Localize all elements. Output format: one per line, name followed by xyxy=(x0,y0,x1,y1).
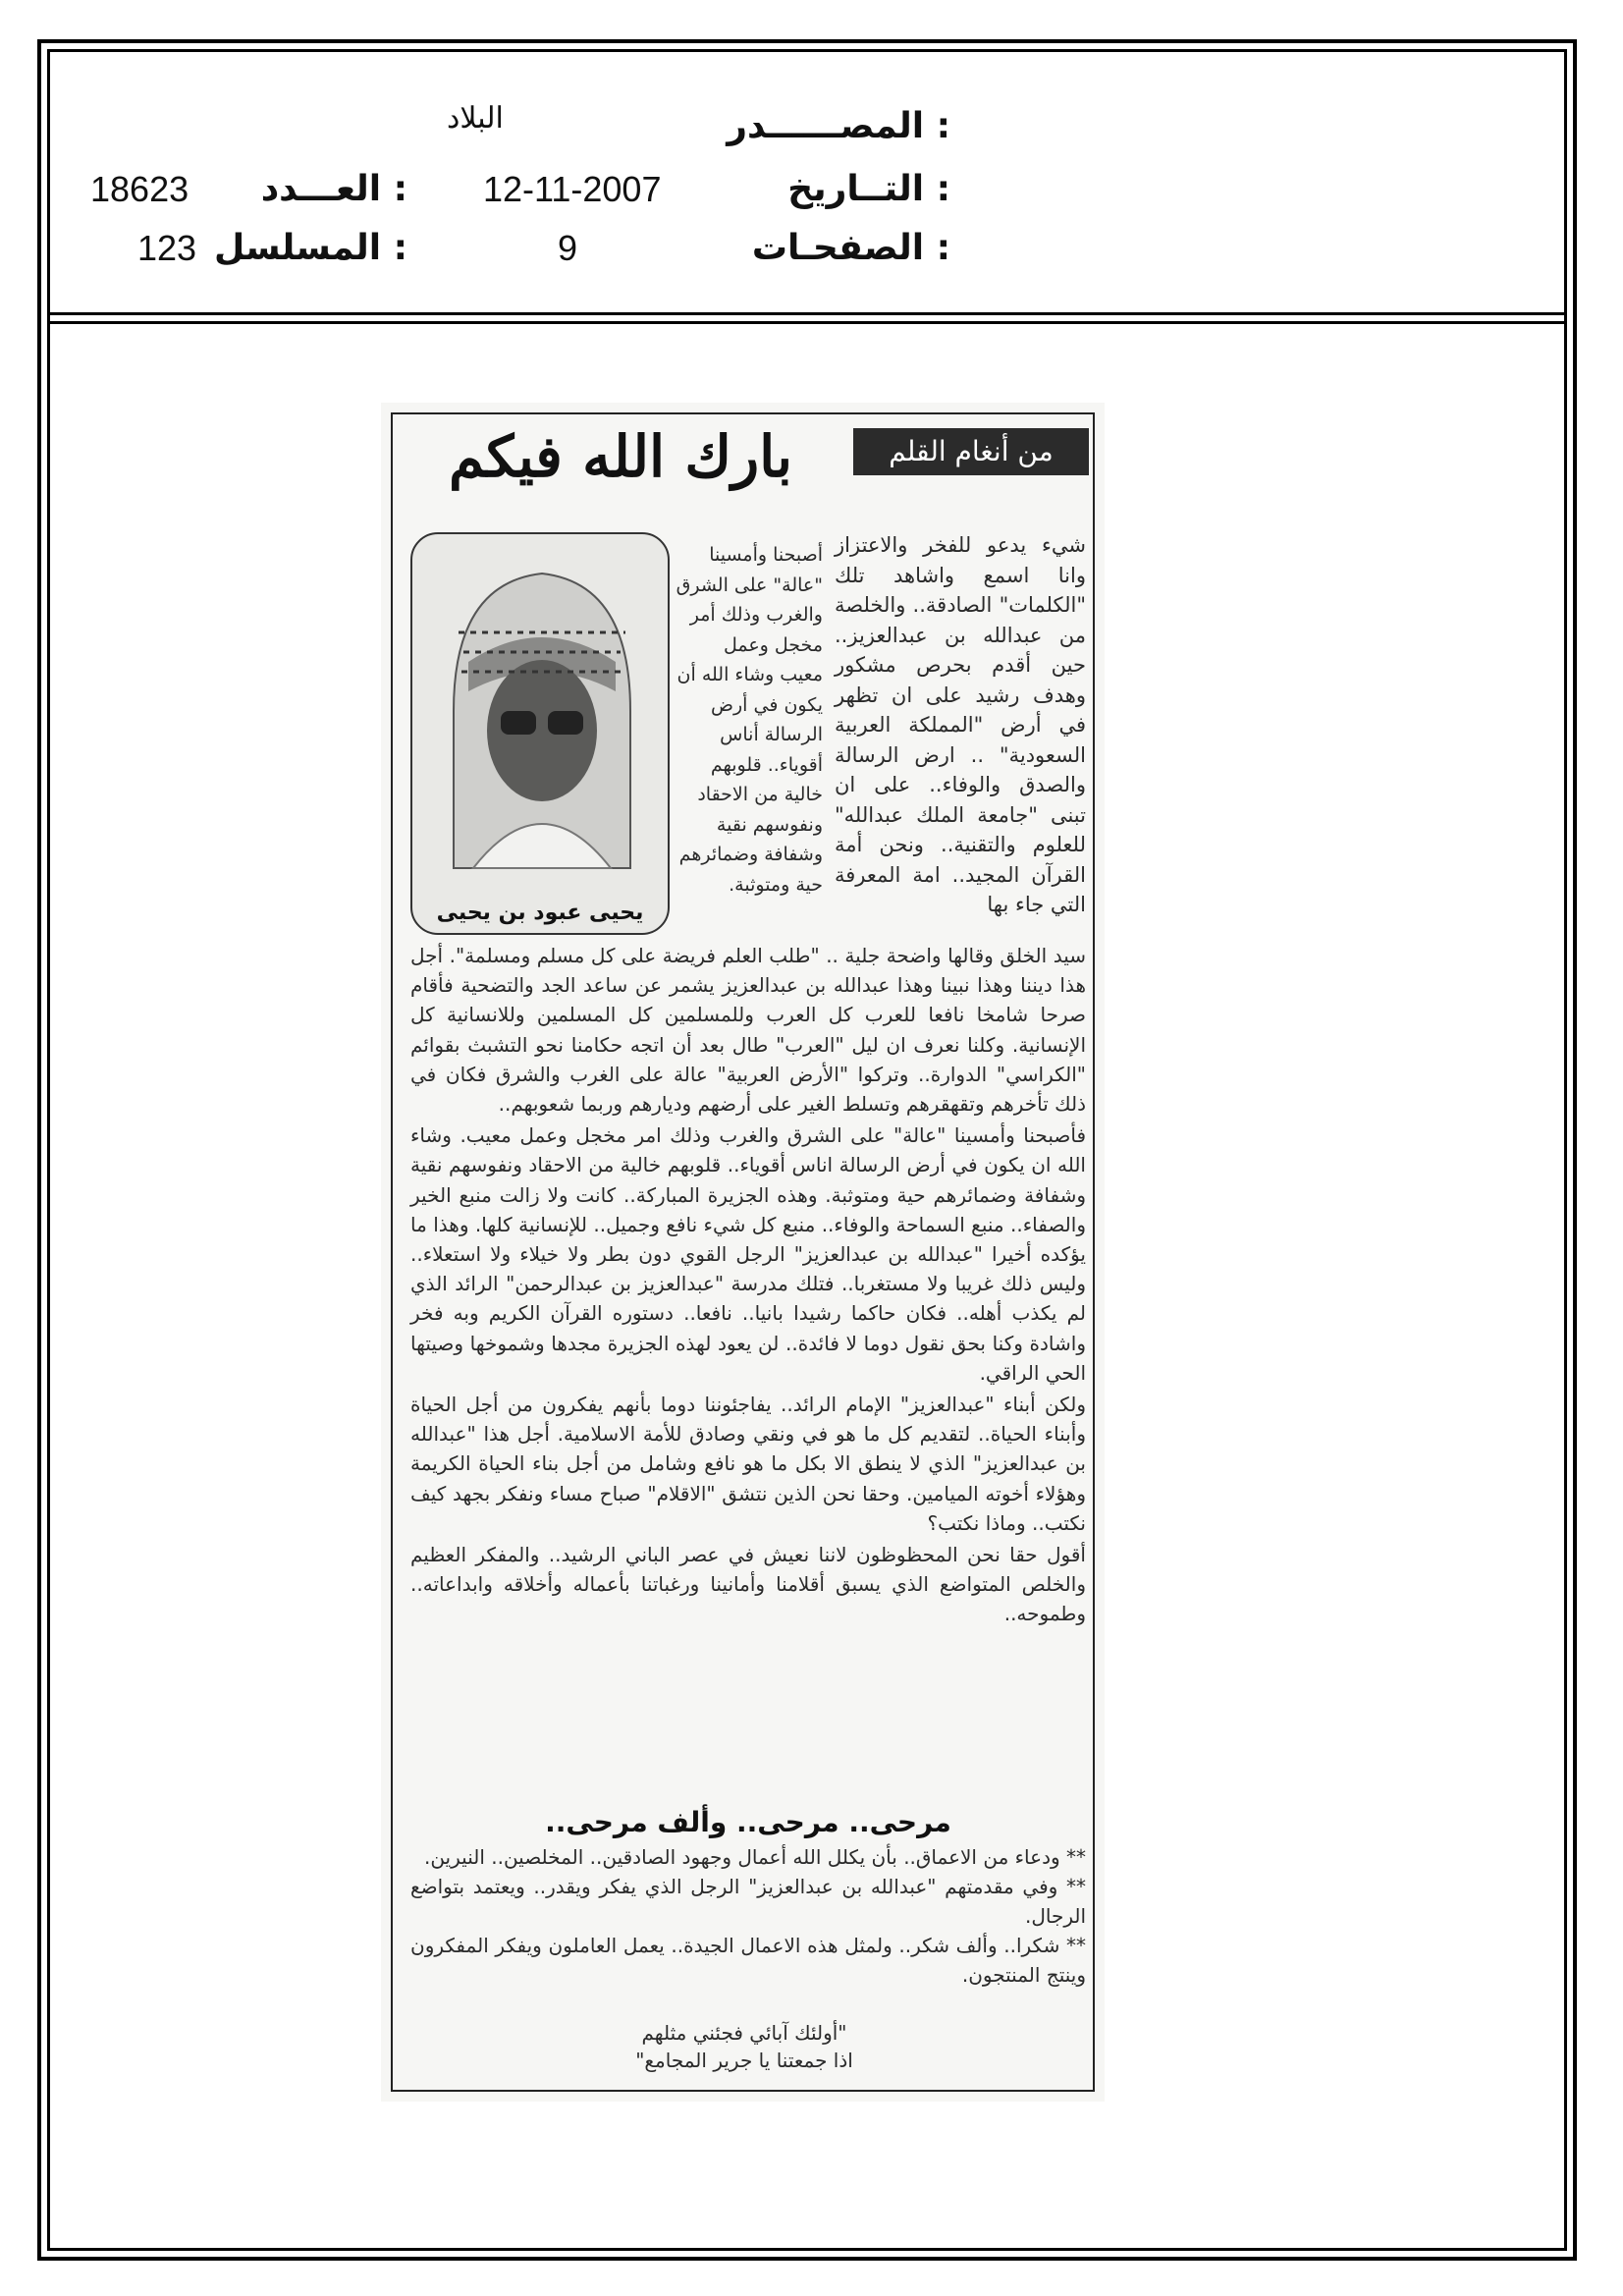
issue-value: 18623 xyxy=(90,169,189,209)
issue-label: العـــدد : xyxy=(260,169,407,209)
pages-label: الصفحـات : xyxy=(751,228,950,268)
body-paragraph: أقول حقا نحن المحظوظون لاننا نعيش في عصر الباني الرشيد.. والمفكر العظيم والخلص المتواضع الذي يسبق أقلامنا وأمانينا ورغباتنا بأعماله وأخلاقه وابداعاته.. وطموحه.. xyxy=(410,1543,1086,1626)
pages-value: 9 xyxy=(558,228,578,268)
poem-line: اذا جمعتنا يا جرير المجامع" xyxy=(635,2049,853,2072)
date-label: التــاريخ : xyxy=(787,169,950,209)
article-column-right: شيء يدعو للفخر والاعتزاز وانا اسمع واشاهد تلك "الكلمات" الصادقة.. والخلصة من عبدالله بن عبدالعزيز.. حين أقدم بحرص مشكور وهدف رشيد على ان تظهر في أرض "المملكة العربية السعودية" .. ارض الرسالة والصدق والوفاء.. على ان تبنى "جامعة الملك عبدالله" للعلوم والتقنية.. ونحن أمة القرآن المجيد.. امة المعرفة التي جاء بها xyxy=(835,533,1086,916)
closing-line: ** وفي مقدمتهم "عبدالله بن عبدالعزيز" الرجل الذي يفكر ويقدر.. ويعتمد بتواضع الرجال. xyxy=(410,1875,1086,1928)
header-separator xyxy=(47,312,1567,324)
closing-line: ** شكرا.. وألف شكر.. ولمثل هذه الاعمال الجيدة.. يعمل العاملون ويفكر المفكرون وينتج المنتجون. xyxy=(410,1934,1086,1987)
article-column-middle: أصبحنا وأمسينا "عالة" على الشرق والغرب وذلك أمر مخجل وعمل معيب وشاء الله أن يكون في أرض الرسالة أناس أقوياء.. قلوبهم خالية من الاحقاد ونفوسهم نقية وشفافة وضمائرهم حية ومتوثبة. xyxy=(676,544,823,896)
poem-line: "أولئك آبائي فجئني مثلهم xyxy=(641,2021,847,2045)
source-value: البلاد xyxy=(447,102,504,135)
serial-value: 123 xyxy=(137,228,197,268)
body-paragraph: ولكن أبناء "عبدالعزيز" الإمام الرائد.. يفاجئوننا دوما بأنهم يفكرون من أجل الحياة وأبناء الحياة.. لتقديم كل ما هو في ونقي وصادق للأمة الاسلامية. أجل هذا "عبدالله بن عبدالعزيز" الذي لا ينطق الا بكل ما هو نافع وشامل من أجل بناء الحياة الكريمة وهؤلاء أخوته الميامين. وحقا نحن الذين نتشق "الاقلام" صباح مساء ونفكر بجهد كيف نكتب.. وماذا نكتب؟ xyxy=(410,1393,1086,1535)
article-subheading: مرحى.. مرحى.. وألف مرحى.. xyxy=(545,1806,951,1838)
serial-label: المسلسل : xyxy=(213,228,407,268)
source-label: المصــــــدر : xyxy=(727,106,950,146)
closing-line: ** ودعاء من الاعماق.. بأن يكلل الله أعمال وجهود الصادقين.. المخلصين.. النيرين. xyxy=(423,1845,1086,1869)
date-value: 12-11-2007 xyxy=(483,169,662,209)
body-paragraph: سيد الخلق وقالها واضحة جلية .. "طلب العلم فريضة على كل مسلم ومسلمة". أجل هذا ديننا وهذا نبينا وهذا عبدالله بن عبدالعزيز يشمر عن ساعد الجد والتضحية فأقام صرحا شامخا نافعا للعرب كل العرب وللمسلمين كل المسلمين وللانسانية كل الإنسانية. وكلنا نعرف ان ليل "العرب" طال بعد أن اتجه حكامنا نحو التشبث بقوائم "الكراسي" الدوارة.. وتركوا "الأرض العربية" عالة على الغرب والشرق فكان في ذلك تأخرهم وتقهقرهم وتسلط الغير على أرضهم وديارهم وربما شعوبهم.. xyxy=(410,944,1086,1117)
article-headline: بارك الله فيكم xyxy=(449,423,792,490)
body-paragraph: فأصبحنا وأمسينا "عالة" على الشرق والغرب وذلك امر مخجل وعمل معيب. وشاء الله ان يكون في أرض الرسالة اناس أقوياء.. قلوبهم خالية من الاحقاد ونفوسهم نقية وشفافة وضمائرهم حية ومتوثبة. وهذه الجزيرة المباركة.. كانت ولا زالت منبع الخير والصفاء.. منبع السماحة والوفاء.. منبع كل شيء نافع وجميل.. للإنسانية كلها. وهذا ما يؤكده أخيرا "عبدالله بن عبدالعزيز" الرجل القوي دون بطر ولا خيلاء ولا استعلاء.. وليس ذلك غريبا ولا مستغربا.. فتلك مدرسة "عبدالعزيز بن عبدالرحمن" الرائد الذي لم يكذب أهله.. فكان حاكما رشيدا بانيا.. نافعا.. دستوره القرآن الكريم وبه فخر واشادة وكنا بحق نقول دوما لا فائدة.. لن يعود لهذه الجزيرة مجدها وشموخها وصيتها الحي الراقي. xyxy=(410,1123,1086,1385)
author-name: يحيى عبود بن يحيى xyxy=(436,901,644,925)
clipping-border xyxy=(391,412,1095,2092)
column-rubric: من أنغام القلم xyxy=(853,428,1089,475)
